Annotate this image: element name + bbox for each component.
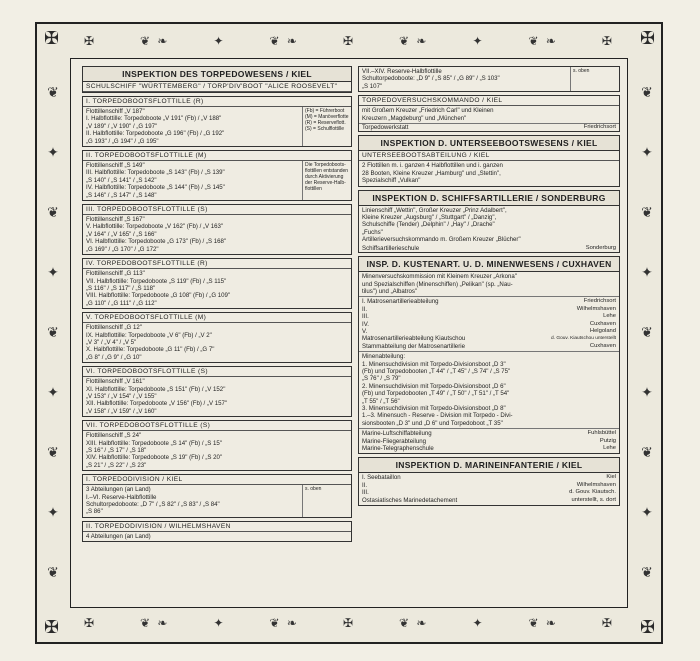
text-line: Flottillenschiff „V 187" <box>86 108 145 115</box>
location-value: Helgoland <box>589 327 616 334</box>
flottille-7 <box>82 420 352 471</box>
location-value: Wilhelmshaven <box>576 481 616 488</box>
section-header: INSP. D. KUSTENART. U. D. MINENWESENS / CUXHAVEN <box>359 257 619 272</box>
iron-cross-icon: ✠ <box>44 28 60 49</box>
location-value: Kiel <box>606 474 616 481</box>
unit-label: V. <box>362 327 368 335</box>
text-line: (Fb) und Torpedobooten „T 49" / „T 50" / „T 51" / „T 54" <box>362 390 510 398</box>
location-value: Cuxhaven <box>589 342 616 349</box>
text-line: „Fuchs" <box>362 228 383 236</box>
location-value: unterstellt, s. dort <box>571 496 616 503</box>
kustenartillerie-inspection-block <box>358 256 620 454</box>
location-value: d. Gouv. Kiautschou unterstellt <box>551 336 616 342</box>
text-line: 28 Booten, Kleine Kreuzer „Hamburg" und „Stettin", <box>362 169 501 177</box>
text-line: „G 8" / „G 9" / „G 10" <box>86 353 142 361</box>
text-line: Spezialschiff „Vulkan" <box>362 177 421 185</box>
unit-label: Matrosenartillerieabteilung Kiautschou <box>362 335 466 343</box>
right-ornament-band: ❦ ✦ ❦ ✦ ❦ ✦ ❦ ✦ ❦ <box>641 83 653 580</box>
unit-label: Marine-Luftschiffabteilung <box>362 430 432 438</box>
location-value: Wilhelmshaven <box>576 305 616 312</box>
location-value: Fuhlsbüttel <box>587 430 616 437</box>
iron-cross-icon: ✠ <box>44 617 60 638</box>
iron-cross-icon: ✠ <box>640 617 656 638</box>
unit-label: III. <box>362 489 369 497</box>
left-column <box>82 66 352 545</box>
location-value: Sonderburg <box>585 244 616 251</box>
flottille-title: III. TORPEDOBOOTSFLOTTILLE (S) <box>83 205 351 215</box>
text-line: „V 158" / „V 159" / „V 160" <box>86 407 157 415</box>
unit-label: I. Seebataillon <box>362 474 401 482</box>
left-ornament-band: ❦ ✦ ❦ ✦ ❦ ✦ ❦ ✦ ❦ <box>47 83 59 580</box>
text-line: „S 116" / „S 117" / „S 118" <box>86 284 156 292</box>
text-line: „S 107" <box>362 82 383 90</box>
text-line: 2 Flottillen m. i. ganzen 4 Halbflottillen und i. ganzen <box>362 162 503 170</box>
unit-label: II. <box>362 481 368 489</box>
unit-label: IV. <box>362 320 369 328</box>
text-line: „V 3" / „V 4" / „V 5" <box>86 338 137 346</box>
text-line: Schulschiffe (Tender) „Delphin" / „Hay" / „Drache" <box>362 221 495 229</box>
text-line: „G 193" / „G 194" / „G 195" <box>86 137 159 145</box>
text-line: Flottillenschiff „G 113" <box>86 270 145 278</box>
text-line: „S 21" / „S 22" / „S 23" <box>86 461 147 469</box>
text-line: Linienschiff „Wettin", Großer Kreuzer „Prinz Adalbert", <box>362 206 507 214</box>
flottille-title: IV. TORPEDOBOOTSFLOTTILLE (R) <box>83 259 351 269</box>
top-ornament-band: ✠ ❦ ❧ ✦ ❦ ❧ ✠ ❦ ❧ ✦ ❦ ❧ ✠ <box>83 34 614 48</box>
location-value: Friedrichsort <box>583 124 616 131</box>
text-line: XIV. Halbflottille: Torpedoboote „S 19" (Fb) / „S 20" <box>86 454 223 462</box>
text-line: 4 Abteilungen (an Land) <box>86 532 151 540</box>
unit-label: III. <box>362 313 369 321</box>
section-header: INSPEKTION D. MARINEINFANTERIE / KIEL <box>359 458 619 473</box>
flottille-5 <box>82 312 352 363</box>
text-line: IX. Halbflottille: Torpedoboote „V 6" (Fb) / „V 2" <box>86 331 212 339</box>
text-line: XIII. Halbflottille: Torpedoboote „S 14" (Fb) / „S 15" <box>86 439 222 447</box>
text-line: (Fb) und Torpedobooten „T 44" / „T 45" / „S 74" / „S 75" <box>362 367 511 375</box>
unit-label: I. Matrosenartillerieabteilung <box>362 298 439 306</box>
text-line: tilus") und „Albatros" <box>362 287 418 295</box>
unit-label: II. <box>362 305 368 313</box>
text-line: „S 76" / „S 79" <box>362 375 401 383</box>
torpedodivision-2 <box>82 521 352 542</box>
location-value: Lehe <box>603 445 616 452</box>
schulschiff-line: SCHULSCHIFF "WÜRTTEMBERG" / TORP'DIV'BOOT "ALICE ROOSEVELT" <box>83 82 351 92</box>
text-line: „V 153" / „V 154" / „V 155" <box>86 392 157 400</box>
text-line: Minenversuchskommission mit Kleinem Kreuzer „Arkona" <box>362 273 517 281</box>
location-value: Friedrichsort <box>583 298 616 305</box>
reserve-note: Die Torpedoboots-flottillen entstanden durch Aktivierung der Reserve-Halb-flottillen <box>305 162 349 193</box>
flottille-title: II. TORPEDOBOOTSFLOTTILLE (M) <box>83 151 351 161</box>
text-line: „S 16" / „S 17" / „S 18" <box>86 447 147 454</box>
block-title: TORPEDOVERSUCHSKOMMANDO / KIEL <box>359 96 619 106</box>
school-label: Schiffsartillerieschule <box>362 244 420 252</box>
text-line: und Spezialschiffen (Minenschiffen) „Pelikan" (sp. „Nau- <box>362 280 513 288</box>
location-value: Putzig <box>599 437 616 444</box>
flottille-6 <box>82 366 352 417</box>
location-value: d. Gouv. Kiautsch. <box>569 489 616 496</box>
text-line: „G 169" / „G 170" / „G 172" <box>86 245 159 253</box>
section-header: INSPEKTION D. UNTERSEEBOOTSWESENS / KIEL <box>359 136 619 151</box>
flottille-title: V. TORPEDOBOOTSFLOTTILLE (M) <box>83 313 351 323</box>
division-title: I. TORPEDODIVISION / KIEL <box>83 475 351 485</box>
text-line: I. Halbflottille: Torpedoboote „V 191" (Fb) / „V 188" <box>86 115 222 123</box>
text-line: „S 146" / „S 147" / „S 148" <box>86 191 157 199</box>
infanterie-inspection-block <box>358 457 620 506</box>
legend-note: (Fb) = Führerboot (M) = Manöverflotte (R) = Reserveflott. (S) = Schulflottille <box>305 108 349 132</box>
text-line: VII.–XIV. Reserve-Halbflottille <box>362 68 442 75</box>
flottille-4 <box>82 258 352 309</box>
text-line: 3 Abteilungen (an Land) <box>86 486 151 494</box>
text-line: X. Halbflottille: Torpedoboote „G 11" (Fb) / „G 7" <box>86 346 215 354</box>
text-line: VII. Halbflottille: Torpedoboote „S 119" (Fb) / „S 115" <box>86 277 227 285</box>
unit-label: Marine-Fliegerabteilung <box>362 437 427 445</box>
text-line: VI. Halbflottille: Torpedoboote „G 173" (Fb) / „S 168" <box>86 238 227 246</box>
location-value: Lehe <box>603 313 616 320</box>
text-line: XI. Halbflottille: Torpedoboote „S 151" (Fb) / „V 152" <box>86 385 226 393</box>
unit-label: Marine-Telegraphenschule <box>362 445 434 453</box>
text-line: Kleine Kreuzer „Augsburg" / „Stuttgart" / „Danzig", <box>362 214 497 222</box>
torpedoversuchskommando-block <box>358 95 620 132</box>
text-line: Schultorpedoboote: „D 9" / „S 85" / „G 89" / „S 103" <box>362 75 500 83</box>
text-line: Artillerieversuchskommando m. Großem Kreuzer „Blücher" <box>362 236 521 244</box>
text-line: sionsbooten „D 3" und „D 6" und Torpedoboot „T 35" <box>362 419 503 427</box>
text-line: Flottillenschiff „V 161" <box>86 378 145 386</box>
text-line: „V 189" / „V 190" / „G 197" <box>86 122 158 130</box>
text-line: XII. Halbflottille: Torpedoboote „V 156" (Fb) / „V 157" <box>86 400 228 408</box>
flottille-title: VII. TORPEDOBOOTSFLOTTILLE (S) <box>83 421 351 431</box>
right-column <box>358 66 620 509</box>
unit-label: Ostasiatisches Marinedetachement <box>362 496 458 504</box>
text-line: III. Halbflottille: Torpedoboote „S 143" (Fb) / „S 139" <box>86 169 225 177</box>
flottille-title: VI. TORPEDOBOOTSFLOTTILLE (S) <box>83 367 351 377</box>
text-line: IV. Halbflottille: Torpedoboote „S 144" (Fb) / „S 145" <box>86 184 225 192</box>
division-title: II. TORPEDODIVISION / WILHELMSHAVEN <box>83 522 351 532</box>
flottille-2 <box>82 150 352 201</box>
artillerie-inspection-block <box>358 190 620 253</box>
text-line: Schultorpedoboote: „D 7" / „S 82" / „S 83" / „S 84" <box>86 501 220 509</box>
flottille-1 <box>82 96 352 147</box>
reserve-halbflottille-block <box>358 66 620 92</box>
minen-title: Minenabteilung: <box>362 353 406 361</box>
text-line: „S 140" / „S 141" / „S 142" <box>86 176 157 184</box>
workshop-label: Torpedowerkstatt <box>362 124 409 132</box>
text-line: 2. Minensuchdivision mit Torpedo-Divisionsboot „D 6" <box>362 382 506 390</box>
see-above-note: s. oben <box>573 68 590 74</box>
text-line: I.–VI. Reserve-Halbflottille <box>86 493 157 501</box>
block-title: UNTERSEEBOOTSABTEILUNG / KIEL <box>359 151 619 161</box>
text-line: „G 110" / „G 111" / „G 112" <box>86 299 157 307</box>
text-line: V. Halbflottille: Torpedoboote „V 162" (Fb) / „V 163" <box>86 223 224 231</box>
text-line: Flottillenschiff „G 12" <box>86 324 142 332</box>
torpedo-inspection-block <box>82 66 352 93</box>
text-line: 1.–3. Minensuch - Reserve - Division mit Torpedo - Divi- <box>362 412 513 420</box>
text-line: Flottillenschiff „S 167" <box>86 216 145 224</box>
text-line: „V 164" / „V 165" / „S 166" <box>86 230 157 238</box>
location-value: Cuxhaven <box>589 320 616 327</box>
text-line: mit Großem Kreuzer „Friedrich Carl" und Kleinen <box>362 107 494 115</box>
text-line: II. Halbflottille: Torpedoboote „G 196" (Fb) / „G 192" <box>86 130 225 138</box>
unit-label: Stammabteilung der Matrosenartillerie <box>362 342 465 350</box>
iron-cross-icon: ✠ <box>640 28 656 49</box>
text-line: 1. Minensuchdivision mit Torpedo-Divisionsboot „D 3" <box>362 360 506 368</box>
uboot-inspection-block <box>358 135 620 186</box>
section-header: INSPEKTION DES TORPEDOWESENS / KIEL <box>83 67 351 82</box>
see-above-note: s. oben <box>305 486 322 493</box>
text-line: Flottillenschiff „S 24" <box>86 432 142 440</box>
text-line: Kreuzern „Magdeburg" und „München" <box>362 114 467 122</box>
text-line: 3. Minensuchdivision mit Torpedo-Divisionsboot „D 8" <box>362 405 506 412</box>
text-line: „T 55" / „T 56" <box>362 397 400 405</box>
torpedodivision-1 <box>82 474 352 518</box>
text-line: VIII. Halbflottille: Torpedoboote „G 108" (Fb) / „G 109" <box>86 292 231 300</box>
bottom-ornament-band: ✠ ❦ ❧ ✦ ❦ ❧ ✠ ❦ ❧ ✦ ❦ ❧ ✠ <box>83 616 614 630</box>
flottille-title: I. TORPEDOBOOTSFLOTTILLE (R) <box>83 97 351 107</box>
section-header: INSPEKTION D. SCHIFFSARTILLERIE / SONDERBURG <box>359 191 619 206</box>
flottille-3 <box>82 204 352 255</box>
text-line: Flottillenschiff „S 149" <box>86 162 145 170</box>
text-line: „S 86" <box>86 508 103 516</box>
